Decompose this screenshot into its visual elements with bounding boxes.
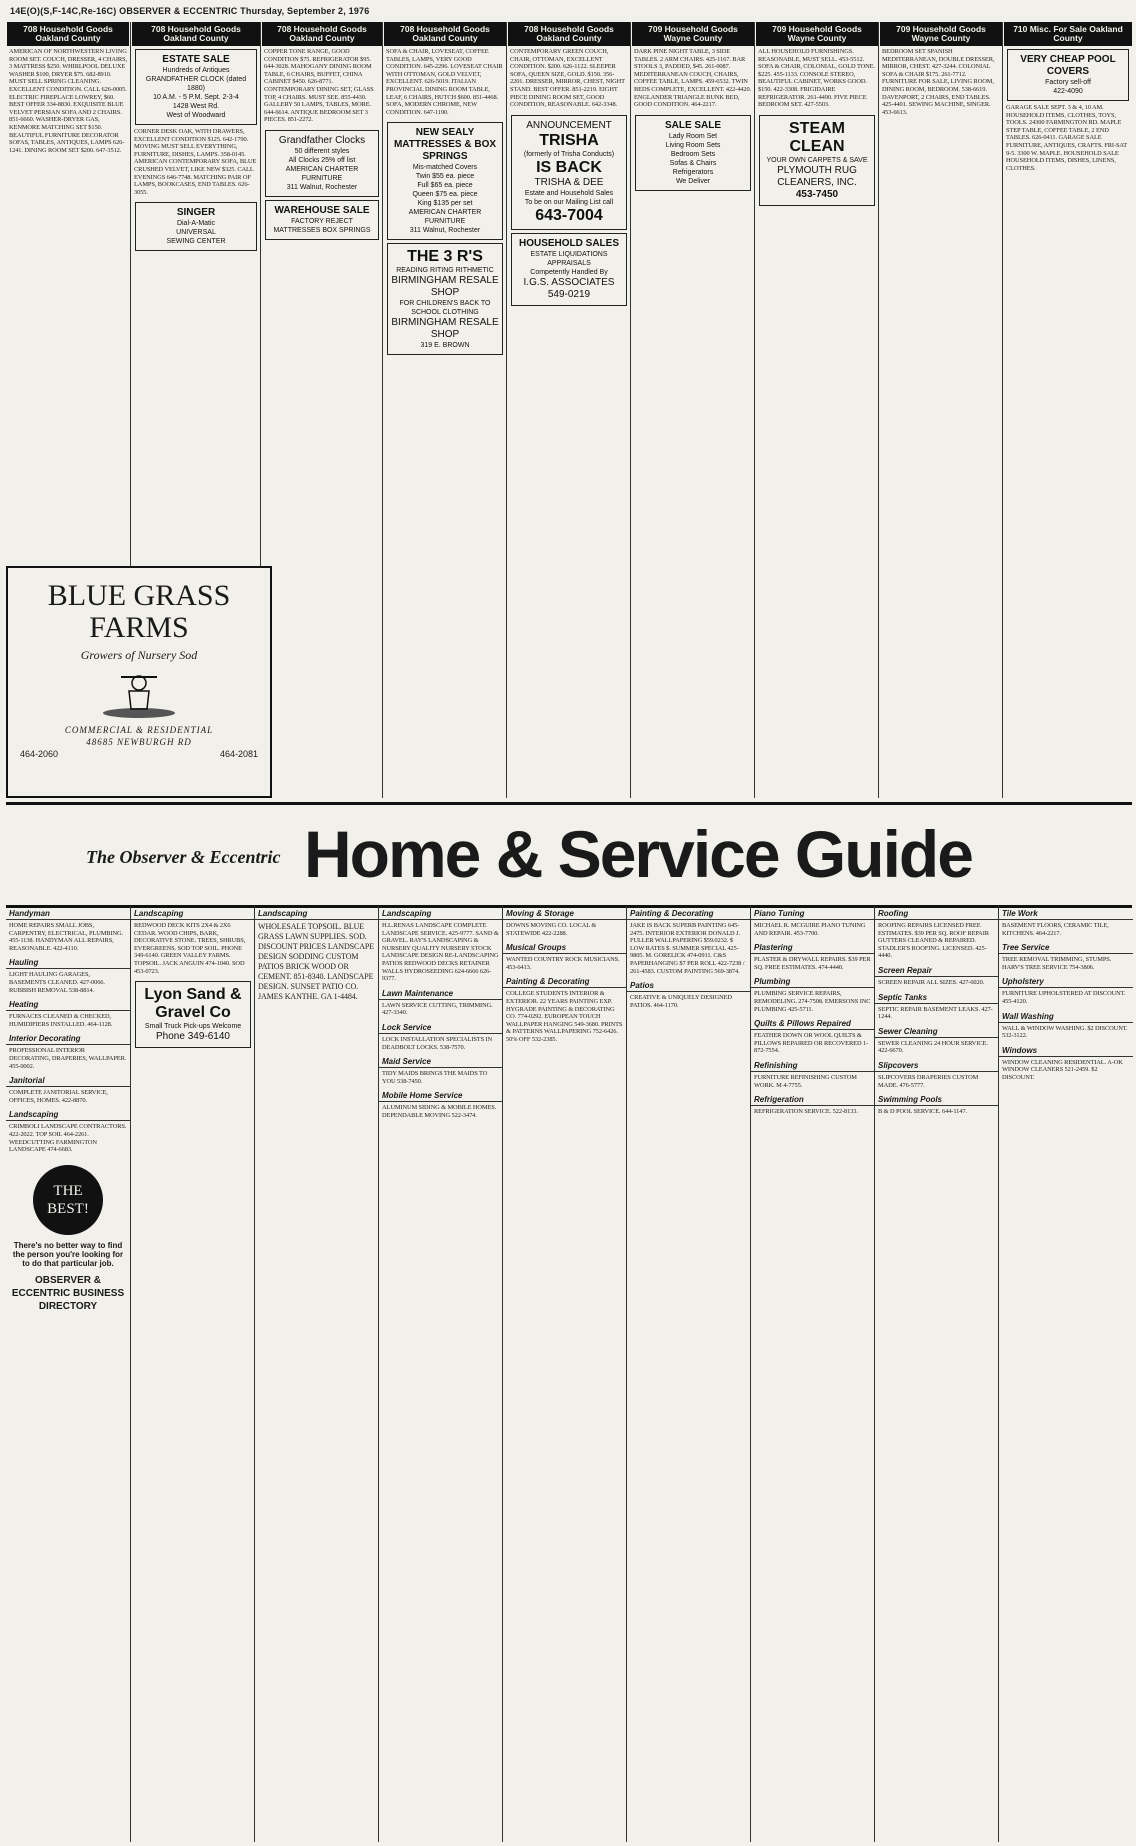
ad-line: YOUR OWN CARPETS & SAVE: [766, 156, 868, 164]
directory-column: [6, 906, 130, 1842]
classified-column: [1002, 22, 1133, 798]
listing-text: B & D POOL SERVICE. 644-1147.: [878, 1108, 967, 1116]
ad-line: APPRAISALS: [547, 259, 591, 267]
phone-left: 464-2060: [20, 749, 59, 759]
service-guide-banner: [6, 802, 1132, 908]
classified-column: [382, 22, 507, 798]
category-heading: Tile Work: [999, 906, 1133, 920]
category-heading: Painting & Decorating: [503, 974, 627, 988]
ad-line: READING RITING RITHMETIC: [396, 267, 494, 275]
classified-text: CONTEMPORARY GREEN COUCH, CHAIR, OTTOMAN, EXCELLENT CONDITION. $200. 626-1122. SLEEPER SOFA, QUEEN SIZE, GOLD. $150. 356-2201. DRESSER, MIRROR, CHEST, NIGHT STAND. BEST OFFER. 851-2219. EIGHT PIECE DINING ROOM SET, GOOD CONDITION, REASONABLE. 642-3348.: [510, 48, 625, 109]
three-rs-ad: [387, 243, 503, 355]
directory-column: [378, 906, 503, 1842]
listing-text: ALUMINUM SIDING & MOBILE HOMES. DEPENDABLE MOVING 522-3474.: [382, 1104, 497, 1119]
listing-text: H.L.RENAS LANDSCAPE COMPLETE LANDSCAPE SERVICE. 425-9777. SAND & GRAVEL. RAY'S LANDSCAPING & NURSERY QUALITY NURSERY STOCK LANDSCAPE DESIGN RE-LANDSCAPING PATIOS REDWOOD DECKS RETAINER WALLS HYDROSEEDING 624-6666 626-9377.: [382, 922, 499, 983]
listing-text: SLIPCOVERS DRAPERIES CUSTOM MADE. 476-5777.: [878, 1073, 979, 1089]
ad-line: All Clocks 25% off list: [288, 156, 356, 164]
ad-line: Full $65 ea. piece: [417, 182, 473, 190]
promo-text: There's no better way to find the person you're looking for to do that particular job.: [12, 1240, 124, 1268]
category-heading: Patios: [627, 978, 751, 992]
directory-column: [502, 906, 627, 1842]
ad-phone: 549-0219: [547, 288, 591, 300]
ad-line: To be on our Mailing List call: [524, 198, 614, 206]
farm-name: BLUE GRASS FARMS: [47, 579, 231, 644]
listing-text: REDWOOD DECK KITS 2X4 & 2X6 CEDAR. WOOD CHIPS, BARK, DECORATIVE STONE. TREES, SHRUBS, EVERGREENS. SOD TOP SOIL. PHONE 349-6140. GREEN VALLEY FARMS. TOPSOIL. JACK ANGUIN 474-1040. SOD 453-0723.: [134, 922, 246, 975]
classified-column: [878, 22, 1003, 798]
ad-line: AMERICAN CHARTER FURNITURE: [408, 209, 482, 226]
ad-title: SALE SALE: [664, 119, 722, 131]
category-heading: Plastering: [751, 940, 875, 954]
ad-phone: 643-7004: [535, 206, 603, 224]
category-heading: Windows: [999, 1043, 1133, 1057]
ad-title: VERY CHEAP POOL COVERS: [1020, 54, 1116, 77]
ad-line: Twin $55 ea. piece: [415, 173, 475, 181]
ad-line: Sofas & Chairs: [669, 159, 717, 167]
category-heading: Janitorial: [6, 1073, 130, 1087]
sealy-mattress-ad: [387, 122, 503, 240]
trisha-announcement-ad: [511, 115, 627, 230]
classified-text: AMERICAN OF NORTHWESTERN LIVING ROOM SET. COUCH, DRESSER, 4 CHAIRS, 3 MATTRESS $250. WHIRLPOOL DELUXE WASHER $100, DRYER $75. 682-8910. MUST SELL SPRING CLEANING. EXCELLENT CONDITION. CALL 626-0005. ELECTRIC FIREPLACE LOWREY, $60. BEST OFFER 334-8830. EXQUISITE BLUE VELVET PERSIAN SOFA AND 2 CHAIRS. 851-6660. WASHER-DRYER GAS, KENMORE MATCHING SET $150. BEAUTIFUL FURNITURE DECORATOR SOFAS, TABLES, ANTIQUES, LAMPS 626-1241. DINING ROOM SET $200. 647-3512.: [9, 48, 127, 154]
classified-column: [506, 22, 631, 798]
farm-phones: [8, 747, 270, 761]
listing-text: COMPLETE JANITORIAL SERVICE, OFFICES, HOMES. 422-8870.: [9, 1089, 108, 1104]
ad-line: IS BACK: [536, 158, 602, 176]
listing-text: COLLEGE STUDENTS INTERIOR & EXTERIOR. 22 YEARS PAINTING EXP. HYGRADE PAINTING & DECORATING CO. 774-0292. EUROPEAN TOUCH WALLPAPER HANGING 549-3680. PRINTS & PATTERNS WALLPAPERING 752-6426. 50% OFF 532-2385.: [506, 990, 623, 1043]
listing-text: FURNITURE REFINISHING CUSTOM WORK. M 4-7755.: [754, 1073, 857, 1089]
ad-line: Refrigerators: [672, 168, 714, 176]
ad-title: ANNOUNCEMENT: [526, 119, 612, 131]
category-heading: Interior Decorating: [6, 1031, 130, 1045]
ad-line: 1428 West Rd.: [172, 103, 220, 110]
classified-text: ALL HOUSEHOLD FURNISHINGS. REASONABLE, MUST SELL. 453-5512. SOFA & CHAIR, COLONIAL, GOLD TONE. $225. 455-1133. CONSOLE STEREO, BEAUTIFUL CABINET, WORKS GOOD. $150. 422-3308. FRIGIDAIRE REFRIGERATOR. 261-4490. FIVE PIECE BEDROOM SET. 427-5503.: [758, 48, 875, 109]
column-heading: 709 Household Goods Wayne County: [632, 22, 754, 46]
ad-line: PLYMOUTH RUG CLEANERS, INC.: [777, 164, 857, 188]
ad-line: 311 Walnut, Rochester: [286, 183, 358, 191]
category-heading: Maid Service: [379, 1054, 503, 1068]
ad-line: SEWING CENTER: [166, 238, 226, 246]
ad-line: ESTATE LIQUIDATIONS: [530, 250, 608, 258]
column-heading: 708 Household Goods Oakland County: [7, 22, 129, 46]
ad-line: I.G.S. ASSOCIATES: [523, 276, 615, 288]
category-heading: Hauling: [6, 955, 130, 969]
ad-line: 422-4090: [1053, 88, 1083, 95]
guide-title: Home & Service Guide: [304, 817, 972, 891]
ad-phone: 453-7450: [795, 188, 839, 200]
listing-text: FEATHER DOWN OR WOOL QUILTS & PILLOWS REPAIRED OR RECOVERED 1-872-7554.: [754, 1032, 869, 1055]
listing-text: SEPTIC REPAIR BASEMENT LEAKS. 427-1244.: [878, 1005, 993, 1021]
ad-line: Estate and Household Sales: [524, 189, 614, 197]
ad-line: 10 A.M. - 5 P.M. Sept. 2-3-4: [153, 94, 239, 101]
blue-grass-farms-ad: [6, 566, 272, 798]
classified-text: COPPER TONE RANGE, GOOD CONDITION $75. REFRIGERATOR $95. 644-3028. MAHOGANY DINING ROOM TABLE, 6 CHAIRS, BUFFET, CHINA CABINET $450. 626-8771. CONTEMPORARY DINING SET, GLASS TOP, 4 CHAIRS. MUST SEE. 855-4430. GALLERY 50 LAMPS, TABLES, MORE. 644-6614. ANTIQUE BEDROOM SET 3 PIECES. 851-2272.: [264, 48, 374, 124]
listing-text: PLASTER & DRYWALL REPAIRS. $39 PER SQ. FREE ESTIMATES. 474-4440.: [754, 956, 871, 971]
category-heading: Moving & Storage: [503, 906, 627, 920]
ad-line: 50 different styles: [294, 147, 350, 155]
listing-text: TIDY MAIDS BRINGS THE MAIDS TO YOU 538-7450.: [382, 1070, 488, 1085]
ad-line: TRISHA: [539, 131, 599, 149]
ad-title: THE 3 R'S: [407, 248, 483, 266]
category-heading: Refinishing: [751, 1058, 875, 1072]
ad-line: FACTORY REJECT: [291, 217, 353, 225]
category-heading: Sewer Cleaning: [875, 1024, 999, 1038]
listing-text: FURNACES CLEANED & CHECKED, HUMIDIFIERS INSTALLED. 464-1128.: [9, 1013, 113, 1028]
farm-services: COMMERCIAL & RESIDENTIAL: [64, 725, 214, 735]
ad-title: HOUSEHOLD SALES: [518, 237, 619, 249]
listing-text: CRIMBOLI LANDSCAPE CONTRACTORS. 422-2022. TOP SOIL 464-2261. WEEDCUTTING FARMINGTON LANDSCAPE 474-6683.: [9, 1123, 127, 1154]
steam-clean-ad: [759, 115, 875, 206]
listing-text: REFRIGERATION SERVICE. 522-8133.: [754, 1108, 858, 1116]
ad-title: STEAM CLEAN: [789, 119, 845, 155]
listing-text: CREATIVE & UNIQUELY DESIGNED PATIOS. 464-1170.: [630, 994, 732, 1009]
category-heading: Screen Repair: [875, 963, 999, 977]
column-heading: 708 Household Goods Oakland County: [132, 22, 260, 46]
directory-column: [130, 906, 255, 1842]
column-heading: 709 Household Goods Wayne County: [880, 22, 1002, 46]
ad-line: Living Room Sets: [665, 141, 721, 149]
ad-line: King $135 per set: [417, 200, 473, 208]
listing-text: MICHAEL R. MCGUIRE PIANO TUNING AND REPAIR. 453-7700.: [754, 922, 866, 937]
column-heading: 708 Household Goods Oakland County: [262, 22, 382, 46]
farmer-illustration-icon: [99, 669, 179, 719]
column-heading: 708 Household Goods Oakland County: [384, 22, 506, 46]
category-heading: Wall Washing: [999, 1009, 1133, 1023]
ad-line: AMERICAN CHARTER FURNITURE: [285, 165, 359, 182]
ad-title: ESTATE SALE: [162, 54, 230, 65]
directory-column: [750, 906, 875, 1842]
warehouse-sale-ad: [265, 200, 379, 240]
directory-column: [874, 906, 999, 1842]
ad-title: NEW SEALY MATTRESSES & BOX SPRINGS: [393, 127, 497, 163]
category-heading: Musical Groups: [503, 940, 627, 954]
listing-text: PROFESSIONAL INTERIOR DECORATING, DRAPERIES, WALLPAPER. 455-0002.: [9, 1047, 127, 1070]
ad-title: Lyon Sand & Gravel Co: [144, 986, 242, 1022]
ad-line: Bedroom Sets: [670, 150, 716, 158]
ad-line: Mis-matched Covers: [412, 164, 478, 172]
classified-text: DARK PINE NIGHT TABLE, 3 SIDE TABLES. 2 ARM CHAIRS. 425-1167. BAR STOOLS 3, PADDED, $45. 261-0087. MEDITERRANEAN COUCH, CHAIRS, COFFEE TABLE, LAMPS. 459-6532. TWIN BEDS COMPLETE, EXCELLENT. 422-4420. ENGLANDER TRIANGLE BUNK BED, GOOD CONDITION. 464-2217.: [634, 48, 752, 109]
classified-text: SOFA & CHAIR, LOVESEAT, COFFEE TABLES, LAMPS, VERY GOOD CONDITION. 645-2296. LOVESEAT CHAIR WITH OTTOMAN, GOLD VELVET, EXCELLENT. 626-5019. ITALIAN PROVINCIAL DINING ROOM TABLE, LEAF, 6 CHAIRS, HUTCH $600. 851-4468. SOFA, MODERN CHROME, NEW CONDITION. 647-1190.: [386, 48, 503, 116]
category-heading: Landscaping: [131, 906, 255, 920]
column-heading: 710 Misc. For Sale Oakland County: [1004, 22, 1132, 46]
category-heading: Refrigeration: [751, 1092, 875, 1106]
sale-sale-ad: [635, 115, 751, 191]
category-heading: Septic Tanks: [875, 990, 999, 1004]
ad-title: SINGER: [176, 207, 216, 219]
singer-ad: [135, 202, 257, 251]
classified-column: [754, 22, 879, 798]
listing-text: PLUMBING SERVICE REPAIRS, REMODELING. 274-7508. EMERSONS INC PLUMBING 425-5711.: [754, 990, 871, 1013]
the-best-badge: THE BEST!: [33, 1165, 103, 1235]
phone-right: 464-2081: [219, 749, 258, 759]
ad-line: Dial-A-Matic: [176, 220, 216, 228]
column-heading: 709 Household Goods Wayne County: [756, 22, 878, 46]
category-heading: Swimming Pools: [875, 1092, 999, 1106]
ad-line: 311 Walnut, Rochester: [409, 227, 481, 235]
ad-line: Competently Handled By: [530, 268, 608, 276]
listing-text: BASEMENT FLOORS, CERAMIC TILE, KITCHENS. 464-2217.: [1002, 922, 1109, 937]
lyon-sand-gravel-ad: [135, 981, 251, 1048]
ad-line: West of Woodward: [166, 112, 226, 119]
ad-line: We Deliver: [675, 177, 711, 185]
listing-text: LOCK INSTALLATION SPECIALISTS IN DEADBOLT LOCKS. 538-7570.: [382, 1035, 493, 1051]
listing-text: SCREEN REPAIR ALL SIZES. 427-6020.: [878, 978, 985, 986]
classified-text: GARAGE SALE SEPT. 3 & 4, 10 AM. HOUSEHOLD ITEMS, CLOTHES, TOYS, TOOLS. 24300 FARMINGTON RD. MAPLE STEP TABLE, COFFEE TABLE, 2 END TABLES. 626-0411. GARAGE SALE FURNITURE, ANTIQUES, CRAFTS. FRI-SAT 9-5. 3300 W. MAPLE. HOUSEHOLD SALE HOUSEHOLD ITEMS, DISHES, LINENS, CLOTHES.: [1006, 104, 1127, 172]
category-heading: Heating: [6, 997, 130, 1011]
listing-text: SEWER CLEANING 24 HOUR SERVICE. 422-6670.: [878, 1039, 988, 1055]
directory-column: [998, 906, 1133, 1842]
ad-line: Lady Room Set: [668, 132, 718, 140]
ad-line: 319 E. BROWN: [420, 342, 470, 350]
grandfather-clocks-ad: [265, 130, 379, 197]
ad-line: (formerly of Trisha Conducts): [523, 150, 615, 158]
listing-text: WALL & WINDOW WASHING. $2 DISCOUNT. 532-3122.: [1002, 1024, 1128, 1040]
listing-text: ROOFING REPAIRS LICENSED FREE ESTIMATES. $39 PER SQ. ROOF REPAIR GUTTERS CLEANED & REPAIRED. STADLER'S ROOFING. LICENSED. 425-4440.: [878, 922, 989, 960]
pool-covers-ad: [1007, 49, 1129, 101]
category-heading: Tree Service: [999, 940, 1133, 954]
category-heading: Piano Tuning: [751, 906, 875, 920]
listing-text: LAWN SERVICE CUTTING, TRIMMING. 427-3340.: [382, 1001, 493, 1017]
ad-line: TRISHA & DEE: [534, 176, 604, 188]
listing-text: WINDOW CLEANING RESIDENTIAL. A-OK WINDOW CLEANERS 521-2459. $2 DISCOUNT.: [1002, 1058, 1123, 1081]
ad-line: FOR CHILDREN'S BACK TO SCHOOL CLOTHING: [399, 300, 491, 317]
ad-line: MATTRESSES BOX SPRINGS: [273, 226, 371, 234]
directory-promo: OBSERVER & ECCENTRIC BUSINESS DIRECTORY: [11, 1274, 125, 1312]
listing-text: LIGHT HAULING GARAGES, BASEMENTS CLEANED. 427-0066. RUBBISH REMOVAL 538-8814.: [9, 971, 105, 994]
category-heading: Lawn Maintenance: [379, 986, 503, 1000]
ad-phone: Phone 349-6140: [156, 1031, 230, 1043]
category-heading: Handyman: [6, 906, 130, 920]
category-heading: Painting & Decorating: [627, 906, 751, 920]
classified-column: [630, 22, 755, 798]
ad-line: BIRMINGHAM RESALE SHOP: [391, 317, 499, 341]
listing-text: WHOLESALE TOPSOIL. BLUE GRASS LAWN SUPPLIES. SOD. DISCOUNT PRICES LANDSCAPE DESIGN SODDING CUSTOM PATIOS BRICK WOOD OR CEMENT. 851-8340. LANDSCAPE DESIGN. SUNSET PATIO CO. JAMES KANTHE. GA 1-4484.: [258, 922, 375, 1001]
listing-text: JAKE IS BACK SUPERB PAINTING 645-2475. INTERIOR EXTERIOR DONALD J. FULLER WALLPAPERING $59.0232. $ LOW RATES $. SUMMER SPECIAL 425-9805. M. GORELICK 474-0911. C&S PAPERHANGING $7 PER ROLL 422-7238 / 261-4583. CUSTOM PAINTING 569-3874.: [630, 922, 745, 975]
ad-line: GRANDFATHER CLOCK (dated 1880): [145, 76, 247, 92]
category-heading: Landscaping: [255, 906, 379, 920]
category-heading: Landscaping: [6, 1107, 130, 1121]
ad-line: Small Truck Pick-ups Welcome: [144, 1023, 242, 1031]
estate-sale-ad: [135, 49, 257, 125]
farm-address: 48685 NEWBURGH RD: [86, 737, 192, 747]
classified-text: CORNER DESK OAK, WITH DRAWERS, EXCELLENT CONDITION $125. 642-1790. MOVING MUST SELL EVERYTHING, FURNITURE, DISHES, LAMPS. 358-0145. AMERICAN CONTEMPORARY SOFA, BLUE CRUSHED VELVET, LIKE NEW $325. CALL EVENINGS 646-7748. MATCHING PAIR OF LAMPS, BOOKCASES, END TABLES. 626-3055.: [134, 128, 257, 196]
ad-line: BIRMINGHAM RESALE SHOP: [391, 275, 499, 299]
igs-household-sales-ad: [511, 233, 627, 306]
ad-title: Grandfather Clocks: [278, 134, 366, 146]
ad-title: WAREHOUSE SALE: [274, 204, 370, 216]
category-heading: Lock Service: [379, 1020, 503, 1034]
category-heading: Upholstery: [999, 974, 1133, 988]
listing-text: TREE REMOVAL TRIMMING, STUMPS. HARV'S TREE SERVICE 754-3806.: [1002, 956, 1112, 971]
page-folio: 14E(O)(S,F-14C,Re-16C) OBSERVER & ECCENTRIC Thursday, September 2, 1976: [10, 6, 370, 16]
category-heading: Plumbing: [751, 974, 875, 988]
service-directory: [6, 906, 1132, 1842]
directory-column: [254, 906, 379, 1842]
ad-line: Hundreds of Antiques: [162, 67, 230, 74]
ad-line: Factory sell-off: [1045, 79, 1091, 86]
farm-tagline: Growers of Nursery Sod: [80, 648, 198, 662]
listing-text: WANTED COUNTRY ROCK MUSICIANS. 453-6413.: [506, 956, 620, 971]
category-heading: Mobile Home Service: [379, 1088, 503, 1102]
ad-line: UNIVERSAL: [176, 229, 216, 237]
directory-column: [626, 906, 751, 1842]
ad-line: Queen $75 ea. piece: [412, 191, 478, 199]
listing-text: FURNITURE UPHOLSTERED AT DISCOUNT. 455-4120.: [1002, 990, 1126, 1005]
classified-text: BEDROOM SET SPANISH MEDITERRANEAN, DOUBLE DRESSER, MIRROR, CHEST. 427-3244. COLONIAL SOFA & CHAIR $175. 261-7712. FURNITURE FOR SALE, LIVING ROOM, DINING ROOM, BEDROOM. 538-6619. DAVENPORT, 2 CHAIRS, END TABLES. 425-4401. SEWING MACHINE, SINGER. 453-6613.: [882, 48, 995, 116]
category-heading: Slipcovers: [875, 1058, 999, 1072]
category-heading: Quilts & Pillows Repaired: [751, 1016, 875, 1030]
newspaper-masthead: The Observer & Eccentric: [86, 847, 281, 867]
listing-text: DOWNS MOVING CO. LOCAL & STATEWIDE 422-2288.: [506, 922, 597, 937]
classified-column: [260, 22, 383, 798]
category-heading: Landscaping: [379, 906, 503, 920]
listing-text: HOME REPAIRS SMALL JOBS, CARPENTRY, ELECTRICAL, PLUMBING. 455-1138. HANDYMAN ALL REPAIRS, REASONABLE. 422-4110.: [9, 922, 124, 952]
category-heading: Roofing: [875, 906, 999, 920]
column-heading: 708 Household Goods Oakland County: [508, 22, 630, 46]
